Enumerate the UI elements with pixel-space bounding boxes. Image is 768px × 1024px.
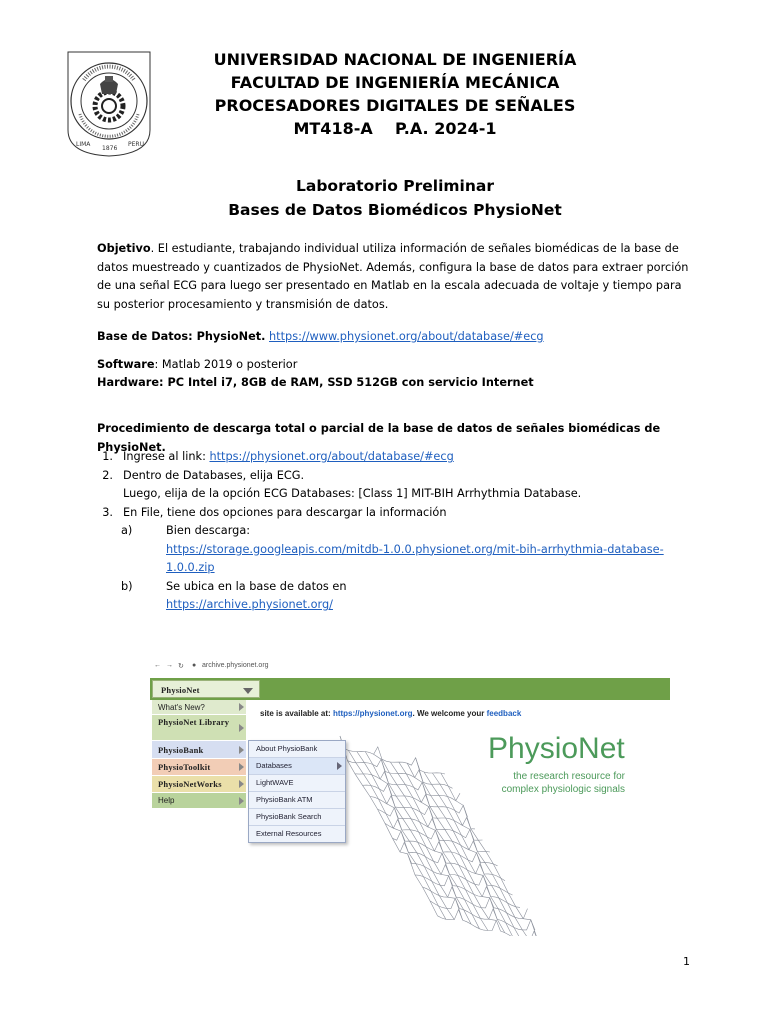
step-2-text: Dentro de Databases, elija ECG. (123, 468, 305, 482)
lock-icon: ● (192, 662, 197, 669)
menu-physionetworks: PhysioNetWorks (152, 776, 246, 793)
notice-feedback-link: feedback (486, 709, 522, 718)
archive-link[interactable]: https://archive.physionet.org/ (166, 598, 333, 611)
procedure-title: Procedimiento de descarga total o parcial de la base de datos de señales biomédicas de PhysioNet. (97, 422, 661, 454)
mesh-crossline (432, 773, 530, 936)
mesh-trace (430, 898, 535, 930)
arrow-right-icon (337, 762, 342, 770)
arrow-right-icon (239, 780, 244, 788)
step-3a-link-line1 (97, 541, 697, 560)
step-3 (97, 504, 697, 523)
step-3-text: En File, tiene dos opciones para descargar la información (123, 505, 447, 519)
forward-icon: → (166, 662, 173, 669)
university-seal (64, 44, 154, 158)
document-header (160, 48, 630, 140)
lab-title-line1: Laboratorio Preliminar (296, 177, 494, 195)
physionet-logo: PhysioNet (488, 732, 625, 765)
site-nav-menu (152, 700, 246, 809)
physionet-tagline: the research resource for complex physiologic signals (501, 771, 625, 795)
url-text: archive.physionet.org (202, 662, 269, 669)
browser-url-bar (150, 656, 670, 676)
database-line (97, 328, 697, 347)
step-3a (97, 522, 697, 541)
menu-help: Help (152, 793, 246, 809)
physionet-screenshot (150, 656, 670, 936)
step-3a-text: Bien descarga: (166, 524, 251, 537)
arrow-right-icon (239, 746, 244, 754)
submenu-databases: Databases (249, 758, 345, 775)
lab-title (100, 174, 690, 222)
submenu-external-resources: External Resources (256, 829, 322, 838)
procedure-steps (97, 448, 697, 615)
menu-physionet-library: PhysioNet Library (152, 715, 246, 741)
step-1-link[interactable]: https://physionet.org/about/database/#ecg (209, 450, 454, 463)
objective-label: Objetivo (97, 242, 151, 255)
mesh-crossline (382, 759, 480, 929)
submenu-physiobank-atm: PhysioBank ATM (249, 792, 345, 809)
step-3b (97, 578, 697, 597)
physionet-menu-tab (152, 680, 260, 698)
mesh-crossline (390, 762, 488, 930)
software-line (97, 356, 697, 375)
physionet-tab-label: PhysioNet (161, 685, 200, 695)
database-label: Base de Datos: PhysioNet. (97, 330, 266, 343)
step-3a-letter: a) (121, 524, 133, 537)
header-university: UNIVERSIDAD NACIONAL DE INGENIERÍA (213, 50, 577, 69)
download-zip-link-cont[interactable]: 1.0.0.zip (166, 561, 215, 574)
header-code: MT418-A P.A. 2024-1 (293, 119, 497, 138)
seal-peru: PERU (128, 141, 144, 148)
step-3b-letter: b) (121, 579, 133, 593)
step-3a-link-line2 (97, 559, 697, 578)
mesh-trace (438, 910, 543, 936)
arrow-right-icon (239, 703, 244, 711)
arrow-right-icon (239, 724, 244, 732)
mesh-crossline (357, 752, 455, 920)
seal-year: 1876 (102, 145, 118, 152)
step-3-number: 3. (102, 505, 113, 519)
reload-icon: ↻ (178, 663, 184, 670)
back-icon: ← (154, 662, 161, 669)
submenu-physiobank-search: PhysioBank Search (249, 809, 345, 826)
seal-lima: LIMA (76, 141, 91, 148)
step-3b-text: Se ubica en la base de datos en (166, 579, 347, 593)
download-zip-link[interactable]: https://storage.googleapis.com/mitdb-1.0.0.physionet.org/mit-bih-arrhythmia-database- (166, 542, 664, 556)
objective-paragraph (97, 240, 697, 314)
menu-physiotoolkit: PhysioToolkit (152, 759, 246, 776)
objective-text: . El estudiante, trabajando individual utiliza información de señales biomédicas de la base de datos muestreado y cuantizados de PhysioNet. Además, configura la base de datos para extraer porción de una señal ECG para luego ser presentado en Matlab en la escala adecuada de voltaje y tiempo para su posterior procesamiento y transmisión de datos. (97, 242, 689, 311)
mesh-crossline (424, 772, 522, 936)
arrow-right-icon (239, 797, 244, 805)
step-2-number: 2. (102, 468, 113, 482)
arrow-right-icon (239, 763, 244, 771)
step-1-text: Ingrese al link: (123, 450, 210, 463)
step-1-number: 1. (102, 450, 113, 463)
physiobank-submenu (248, 740, 346, 843)
site-notice: site is available at: https://physionet.org. We welcome your feedback (260, 709, 522, 718)
notice-physionet-link: https://physionet.org (332, 709, 413, 718)
page-number: 1 (683, 955, 690, 968)
mesh-crossline (348, 750, 446, 919)
step-2 (97, 467, 697, 486)
menu-physiobank: PhysioBank (152, 741, 246, 759)
lab-title-line2: Bases de Datos Biomédicos PhysioNet (228, 201, 562, 219)
mesh-trace (340, 736, 445, 774)
step-2-continuation: Luego, elija de la opción ECG Databases: [Class 1] MIT-BIH Arrhythmia Database. (123, 487, 582, 500)
mesh-crossline (441, 773, 539, 936)
software-label: Software (97, 358, 155, 371)
step-3b-link-line (97, 596, 697, 615)
submenu-about-physiobank: About PhysioBank (249, 741, 345, 758)
step-1 (97, 448, 697, 467)
mesh-trace (423, 887, 528, 919)
chevron-down-icon (243, 688, 253, 694)
database-link[interactable]: https://www.physionet.org/about/database/#ecg (269, 330, 544, 343)
header-faculty: FACULTAD DE INGENIERÍA MECÁNICA (230, 73, 560, 92)
submenu-lightwave: LightWAVE (249, 775, 345, 792)
hardware-line: Hardware: PC Intel i7, 8GB de RAM, SSD 512GB con servicio Internet (97, 376, 534, 389)
header-course: PROCESADORES DIGITALES DE SEÑALES (214, 96, 576, 115)
mesh-trace (363, 784, 468, 817)
software-text: : Matlab 2019 o posterior (154, 358, 298, 371)
menu-whats-new: What's New? (152, 700, 246, 715)
mesh-trace (378, 808, 483, 840)
